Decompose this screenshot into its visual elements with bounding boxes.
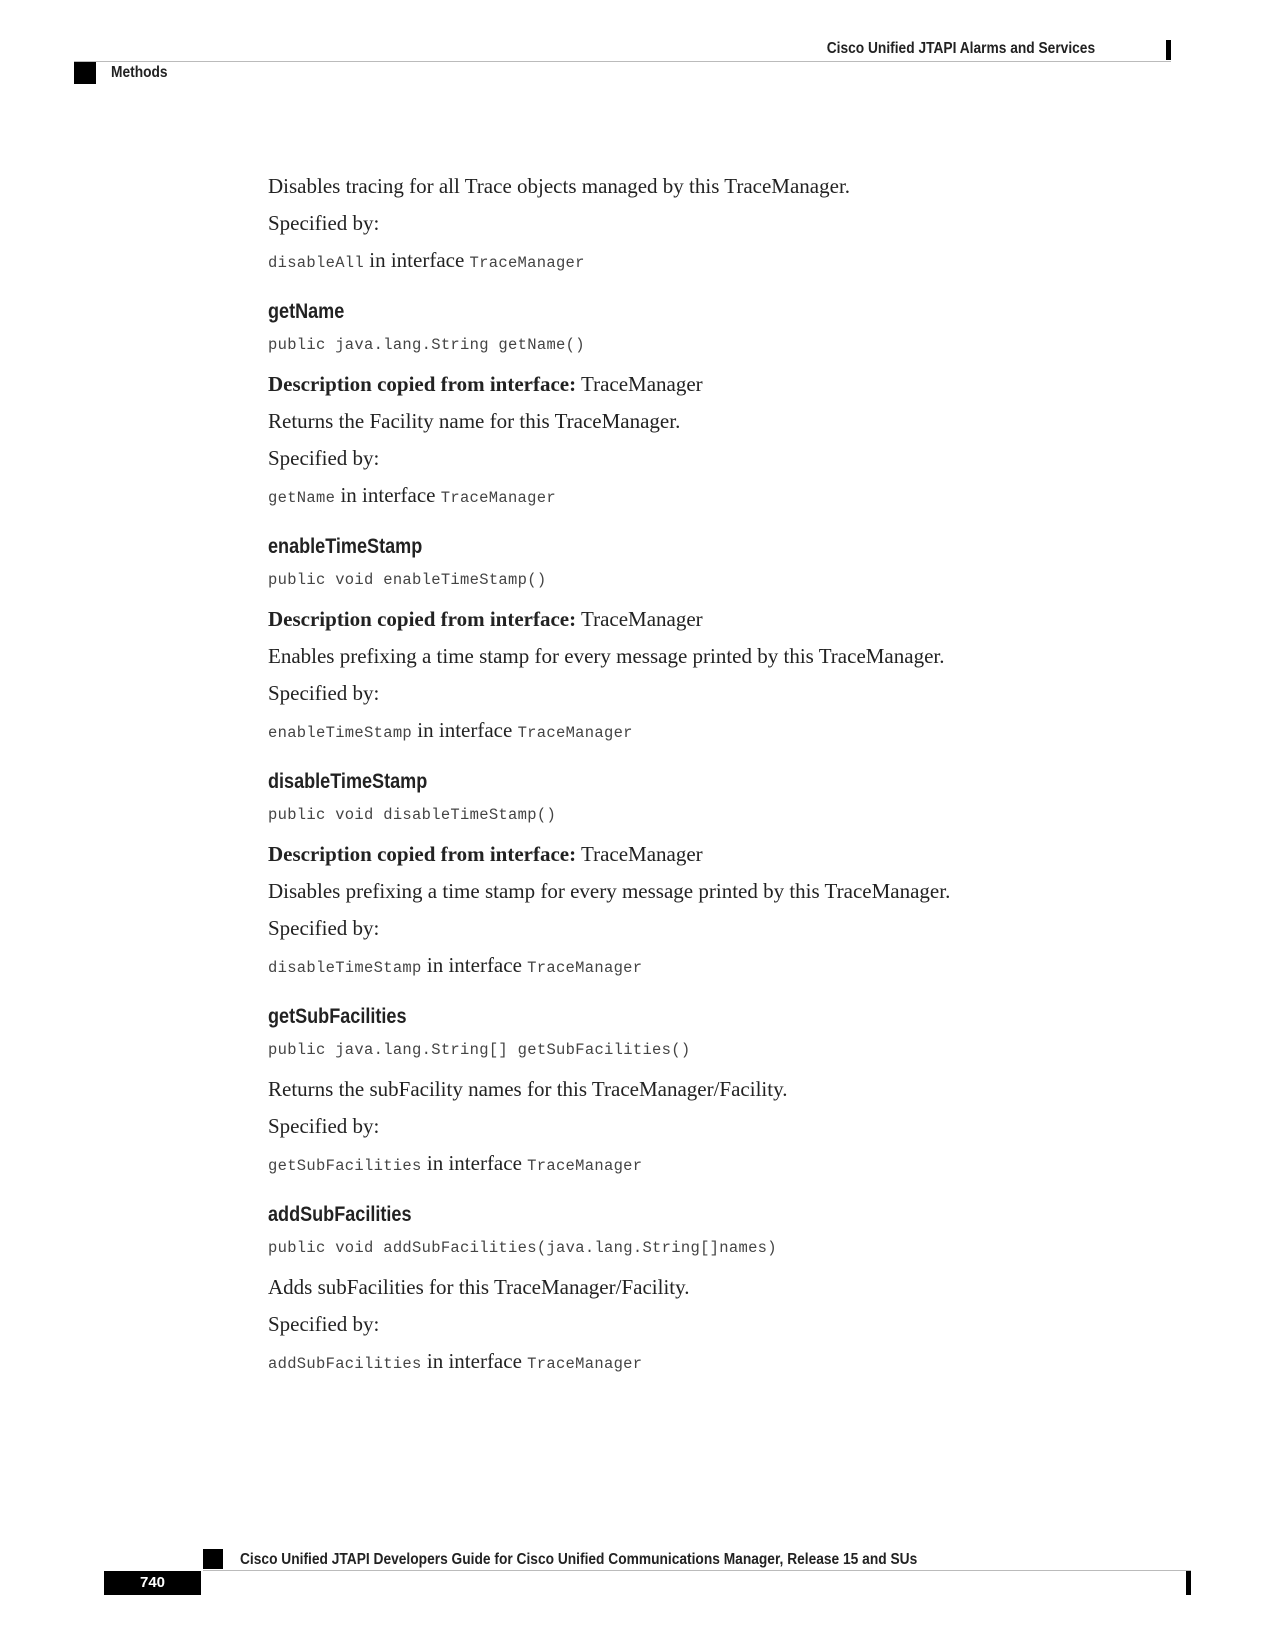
spec-interface-link[interactable]: TraceManager — [517, 724, 633, 742]
specified-by-label: Specified by: — [268, 916, 380, 940]
copied-from-interface-link[interactable]: TraceManager — [580, 372, 703, 396]
spec-method-link[interactable]: disableTimeStamp — [268, 959, 422, 977]
specified-by-label: Specified by: — [268, 211, 380, 235]
method-description: Disables prefixing a time stamp for every message printed by this TraceManager. — [268, 879, 951, 903]
specified-by-label: Specified by: — [268, 1114, 380, 1138]
spec-interface-link[interactable]: TraceManager — [469, 254, 585, 272]
spec-method-link[interactable]: getSubFacilities — [268, 1157, 422, 1175]
method-signature: public java.lang.String getName() — [268, 336, 585, 354]
method-block-disabletimestamp — [268, 769, 1168, 982]
specified-by-line — [268, 481, 1168, 512]
spec-method-link[interactable]: enableTimeStamp — [268, 724, 413, 742]
method-title: addSubFacilities — [268, 1203, 412, 1226]
specified-by-line — [268, 716, 1168, 747]
footer-rule — [203, 1570, 1191, 1571]
spec-interface-link[interactable]: TraceManager — [527, 1157, 643, 1175]
spec-interface-link[interactable]: TraceManager — [527, 959, 643, 977]
footer-marker — [203, 1549, 223, 1569]
copied-from-label: Description copied from interface: — [268, 372, 577, 396]
method-title: getName — [268, 300, 345, 323]
method-description: Returns the Facility name for this TraceManager. — [268, 409, 681, 433]
specified-by-line — [268, 246, 1168, 277]
spec-in-interface: in interface — [426, 1151, 522, 1175]
specified-by-label: Specified by: — [268, 446, 380, 470]
page-content — [268, 172, 1168, 1400]
specified-by-line — [268, 1347, 1168, 1378]
specified-by-label: Specified by: — [268, 681, 380, 705]
method-block-getsubfacilities — [268, 1004, 1168, 1180]
running-header-section: Methods — [111, 64, 168, 81]
copied-from-label: Description copied from interface: — [268, 842, 577, 866]
footer-edge-bar — [1186, 1571, 1191, 1595]
spec-method-link[interactable]: disableAll — [268, 254, 365, 272]
method-title: enableTimeStamp — [268, 535, 423, 558]
header-section-marker — [74, 62, 96, 84]
method-title: getSubFacilities — [268, 1005, 407, 1028]
method-block-addsubfacilities — [268, 1202, 1168, 1378]
method-description: Enables prefixing a time stamp for every message printed by this TraceManager. — [268, 644, 945, 668]
method-signature: public void addSubFacilities(java.lang.String[]names) — [268, 1239, 777, 1257]
spec-in-interface: in interface — [426, 953, 522, 977]
method-signature: public void enableTimeStamp() — [268, 571, 547, 589]
copied-from-interface-link[interactable]: TraceManager — [580, 842, 703, 866]
spec-in-interface: in interface — [369, 248, 465, 272]
intro-description: Disables tracing for all Trace objects managed by this TraceManager. — [268, 174, 851, 198]
method-description: Returns the subFacility names for this TraceManager/Facility. — [268, 1077, 788, 1101]
intro-block — [268, 172, 1168, 277]
copied-from-line — [268, 605, 1168, 633]
method-block-enabletimestamp — [268, 534, 1168, 747]
header-rule — [74, 61, 1171, 62]
spec-method-link[interactable]: getName — [268, 489, 336, 507]
copied-from-line — [268, 840, 1168, 868]
copied-from-line — [268, 370, 1168, 398]
method-block-getname — [268, 299, 1168, 512]
method-signature: public java.lang.String[] getSubFacilities() — [268, 1041, 691, 1059]
spec-interface-link[interactable]: TraceManager — [527, 1355, 643, 1373]
method-signature: public void disableTimeStamp() — [268, 806, 557, 824]
copied-from-interface-link[interactable]: TraceManager — [580, 607, 703, 631]
page-number: 740 — [104, 1571, 201, 1595]
specified-by-label: Specified by: — [268, 1312, 380, 1336]
method-title: disableTimeStamp — [268, 770, 428, 793]
header-edge-bar — [1166, 40, 1171, 60]
specified-by-line — [268, 951, 1168, 982]
spec-in-interface: in interface — [426, 1349, 522, 1373]
method-description: Adds subFacilities for this TraceManager/Facility. — [268, 1275, 690, 1299]
spec-in-interface: in interface — [340, 483, 436, 507]
spec-in-interface: in interface — [417, 718, 513, 742]
specified-by-line — [268, 1149, 1168, 1180]
running-header-title: Cisco Unified JTAPI Alarms and Services — [826, 40, 1095, 57]
spec-interface-link[interactable]: TraceManager — [440, 489, 556, 507]
spec-method-link[interactable]: addSubFacilities — [268, 1355, 422, 1373]
running-footer-title: Cisco Unified JTAPI Developers Guide for Cisco Unified Communications Manager, Release 15 and SUs — [240, 1551, 918, 1568]
copied-from-label: Description copied from interface: — [268, 607, 577, 631]
